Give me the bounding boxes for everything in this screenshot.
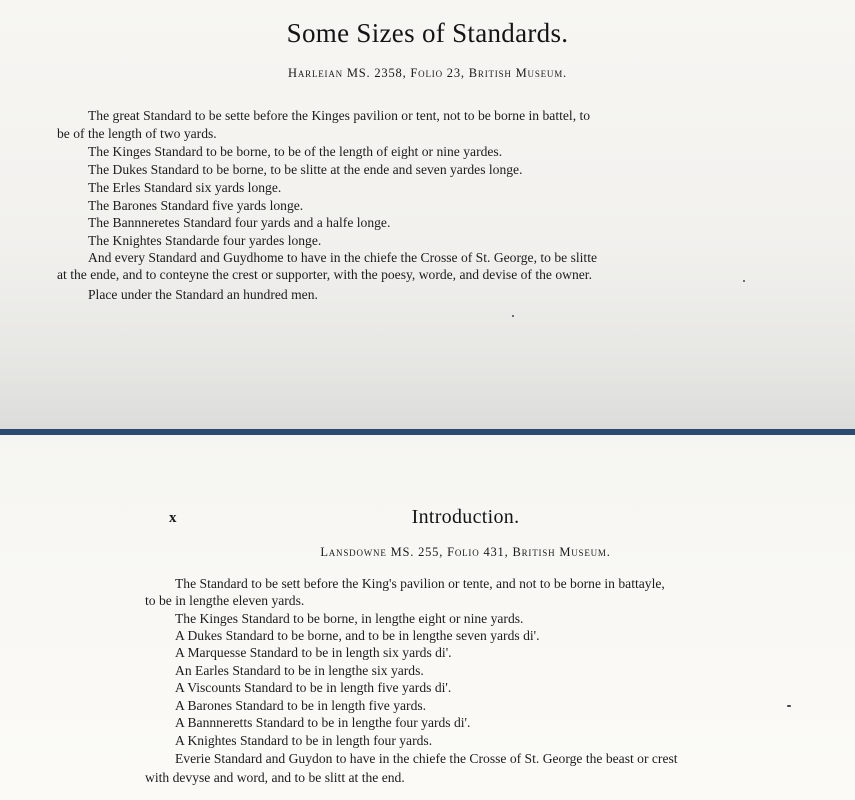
text-line: The Bannneretes Standard four yards and a halfe longe. — [88, 215, 391, 230]
text-line: The Erles Standard six yards longe. — [88, 180, 282, 195]
bottom-page-scan — [0, 435, 855, 800]
text-line: The Barones Standard five yards longe. — [88, 198, 304, 213]
text-line: A Barones Standard to be in length five yards. — [175, 698, 427, 713]
text-line: The Kinges Standard to be borne, in lengthe eight or nine yards. — [175, 611, 524, 626]
manuscript-source: Harleian MS. 2358, Folio 23, British Museum. — [288, 66, 567, 80]
text-line: A Viscounts Standard to be in length five yards di'. — [175, 680, 452, 695]
page-number: x — [169, 510, 177, 526]
text-line: Place under the Standard an hundred men. — [88, 287, 318, 302]
text-line: The Dukes Standard to be borne, to be slitte at the ende and seven yardes longe. — [88, 162, 523, 177]
text-line: A Marquesse Standard to be in length six yards di'. — [175, 645, 452, 660]
text-line: An Earles Standard to be in lengthe six yards. — [175, 663, 424, 678]
text-line: The great Standard to be sette before the Kinges pavilion or tent, not to be borne in battel, to — [88, 108, 591, 123]
text-line: The Standard to be sett before the King's pavilion or tente, and not to be borne in battayle, — [175, 576, 665, 591]
manuscript-source: Lansdowne MS. 255, Folio 431, British Museum. — [320, 545, 611, 559]
text-line: A Knightes Standard to be in length four yards. — [175, 733, 433, 748]
text-line: A Bannneretts Standard to be in lengthe four yards di'. — [175, 715, 471, 730]
text-line: with devyse and word, and to be slitt at the end. — [145, 770, 405, 785]
text-line: Everie Standard and Guydon to have in the chiefe the Crosse of St. George the beast or crest — [175, 751, 678, 766]
page-title: Introduction. — [411, 506, 520, 528]
text-line: And every Standard and Guydhome to have in the chiefe the Crosse of St. George, to be slitte — [88, 250, 598, 265]
text-line: to be in lengthe eleven yards. — [145, 593, 305, 608]
scan-speck — [512, 315, 514, 317]
text-line: be of the length of two yards. — [57, 126, 217, 141]
text-line: A Dukes Standard to be borne, and to be in lengthe seven yards di'. — [175, 628, 540, 643]
text-line: The Kinges Standard to be borne, to be of the length of eight or nine yardes. — [88, 144, 503, 159]
scan-speck — [787, 705, 791, 707]
text-line: at the ende, and to conteyne the crest or supporter, with the poesy, worde, and devise of the owner. — [57, 267, 592, 282]
text-line: The Knightes Standarde four yardes longe. — [88, 233, 322, 248]
page-title: Some Sizes of Standards. — [286, 18, 569, 48]
scan-speck — [743, 280, 745, 282]
